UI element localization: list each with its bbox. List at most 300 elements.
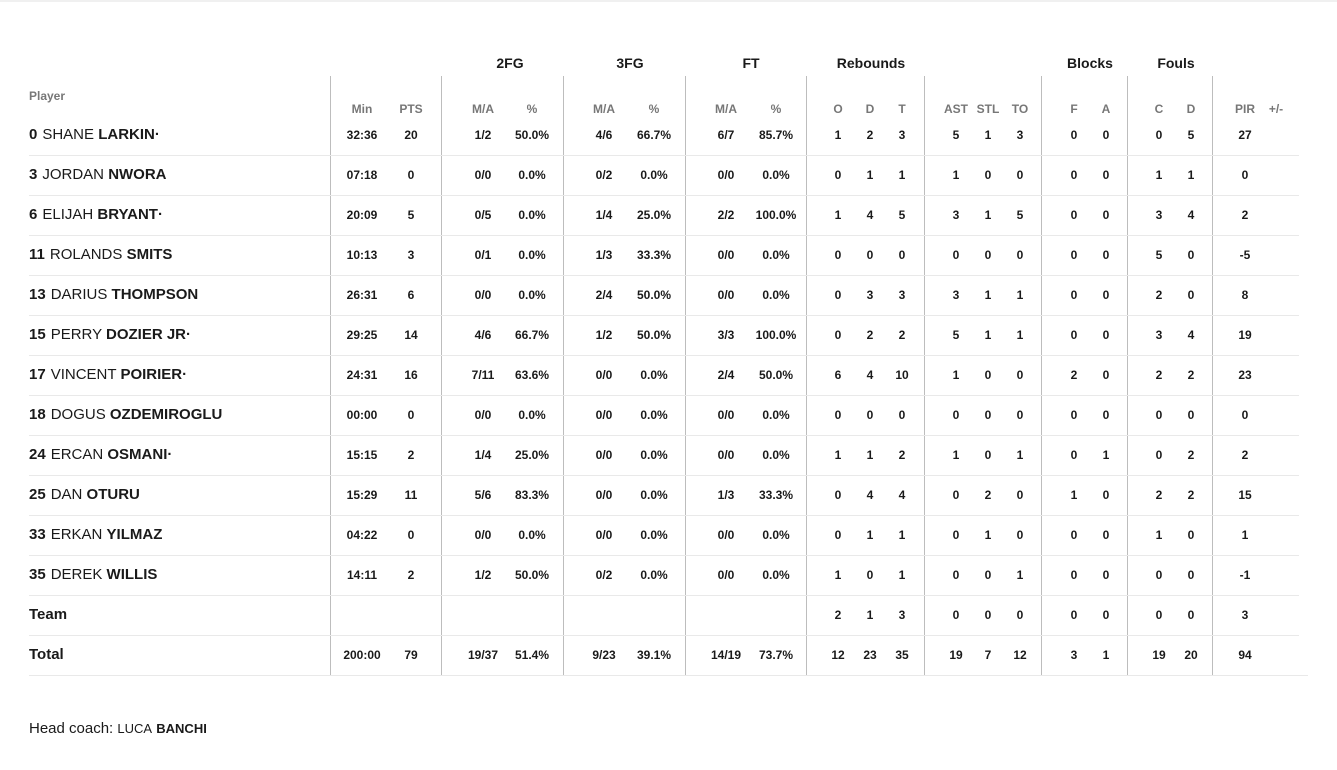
cell-reb-t: 3 [898,288,906,302]
column-header-ft-pct: % [770,102,782,116]
cell-blk-f: 3 [1070,648,1078,662]
cell-ft-pct: 85.7% [758,128,794,142]
cell-reb-t: 3 [898,128,906,142]
cell-foul-c: 0 [1155,608,1163,622]
player-first-name: DAN [50,486,83,503]
player-number: 6 [29,206,38,223]
cell-stl: 1 [984,128,992,142]
cell-ft-pct: 100.0% [755,208,797,222]
cell-fg2-ma: 7/11 [471,368,495,382]
cell-pts: 3 [407,248,415,262]
cell-reb-t: 0 [898,408,906,422]
cell-fg3-ma: 9/23 [592,648,616,662]
table-row [29,196,1308,236]
player-number: 17 [29,366,46,383]
player-first-name: ELIJAH [42,206,94,223]
cell-blk-a: 0 [1102,568,1110,582]
player-first-name: DEREK [50,566,103,583]
cell-ast: 5 [952,128,960,142]
cell-reb-o: 1 [834,208,842,222]
cell-ft-ma: 0/0 [717,408,735,422]
column-header-fg3-ma: M/A [593,102,615,116]
cell-ast: 0 [952,528,960,542]
player-last-name: DOZIER JR· [106,326,192,343]
cell-foul-c: 2 [1155,368,1163,382]
cell-blk-f: 0 [1070,208,1078,222]
cell-min: 29:25 [346,328,378,342]
cell-to: 1 [1016,448,1024,462]
table-row [29,396,1308,436]
cell-fg3-ma: 1/2 [595,328,613,342]
cell-pir: -5 [1239,248,1251,262]
player-number: 3 [29,166,38,183]
player-name[interactable] [29,246,172,263]
cell-foul-c: 1 [1155,528,1163,542]
cell-ft-pct: 0.0% [762,408,790,422]
player-last-name: OZDEMIROGLU [109,406,223,423]
cell-foul-d: 2 [1187,448,1195,462]
cell-to: 3 [1016,128,1024,142]
player-last-name: OSMANI· [107,446,173,463]
cell-fg2-pct: 63.6% [514,368,550,382]
player-last-name: BRYANT· [97,206,163,223]
cell-fg3-pct: 0.0% [640,448,668,462]
head-coach [29,720,207,737]
cell-to: 5 [1016,208,1024,222]
player-name[interactable] [29,406,222,423]
cell-reb-o: 12 [831,648,845,662]
row-divider [29,675,1308,676]
cell-stl: 0 [984,448,992,462]
cell-ft-ma: 1/3 [717,488,735,502]
cell-foul-d: 0 [1187,608,1195,622]
cell-pts: 0 [407,528,415,542]
cell-fg2-ma: 1/2 [474,568,492,582]
cell-fg2-ma: 0/0 [474,288,492,302]
cell-min: 10:13 [346,248,378,262]
player-last-name: NWORA [108,166,167,183]
cell-fg2-pct: 0.0% [518,528,546,542]
player-first-name: ERCAN [50,446,104,463]
column-header-foul-c: C [1154,102,1164,116]
cell-fg2-ma: 0/0 [474,528,492,542]
cell-fg3-pct: 33.3% [636,248,672,262]
table-row [29,436,1308,476]
column-header-pm: +/- [1268,102,1284,116]
cell-stl: 0 [984,408,992,422]
cell-ft-ma: 0/0 [717,528,735,542]
player-name[interactable] [29,486,140,503]
cell-reb-o: 6 [834,368,842,382]
player-number: 18 [29,406,46,423]
cell-fg2-pct: 83.3% [514,488,550,502]
cell-foul-c: 0 [1155,568,1163,582]
cell-to: 0 [1016,168,1024,182]
player-first-name: VINCENT [50,366,117,383]
player-name[interactable] [29,566,157,583]
cell-reb-d: 0 [866,568,874,582]
cell-pts: 79 [404,648,418,662]
player-number: 13 [29,286,46,303]
cell-ast: 0 [952,608,960,622]
cell-reb-d: 0 [866,248,874,262]
cell-foul-c: 0 [1155,408,1163,422]
cell-ft-pct: 100.0% [755,328,797,342]
cell-stl: 0 [984,568,992,582]
cell-fg2-ma: 0/5 [474,208,492,222]
player-number: 33 [29,526,46,543]
cell-blk-f: 0 [1070,248,1078,262]
cell-stl: 1 [984,208,992,222]
table-row [29,556,1308,596]
cell-ast: 3 [952,208,960,222]
cell-foul-c: 1 [1155,168,1163,182]
column-header-pir: PIR [1234,102,1255,116]
cell-foul-d: 4 [1187,208,1195,222]
cell-blk-a: 0 [1102,288,1110,302]
player-number: 35 [29,566,46,583]
cell-min: 20:09 [346,208,378,222]
cell-pts: 0 [407,168,415,182]
player-name[interactable] [29,206,163,223]
cell-pts: 2 [407,448,415,462]
cell-fg3-ma: 0/0 [595,408,613,422]
cell-pir: 8 [1241,288,1249,302]
cell-pir: 23 [1238,368,1252,382]
cell-ast: 0 [952,568,960,582]
player-first-name: SHANE [42,126,95,143]
cell-fg2-ma: 0/0 [474,408,492,422]
player-first-name: ERKAN [50,526,103,543]
cell-fg3-ma: 0/0 [595,528,613,542]
cell-foul-c: 3 [1155,208,1163,222]
player-first-name: DARIUS [50,286,108,303]
cell-reb-d: 2 [866,128,874,142]
cell-stl: 1 [984,328,992,342]
cell-ft-ma: 0/0 [717,248,735,262]
cell-fg3-ma: 0/2 [595,168,613,182]
column-header-pts: PTS [399,102,423,116]
cell-stl: 2 [984,488,992,502]
cell-ast: 19 [949,648,963,662]
cell-min: 15:29 [346,488,378,502]
cell-reb-d: 1 [866,608,874,622]
cell-foul-d: 4 [1187,328,1195,342]
player-last-name: OTURU [86,486,140,503]
player-first-name: PERRY [50,326,102,343]
cell-reb-o: 0 [834,288,842,302]
cell-stl: 1 [984,528,992,542]
cell-blk-f: 0 [1070,128,1078,142]
cell-blk-f: 0 [1070,568,1078,582]
cell-reb-o: 2 [834,608,842,622]
cell-min: 26:31 [346,288,378,302]
cell-fg2-ma: 0/0 [474,168,492,182]
column-header-fg2-pct: % [526,102,538,116]
cell-reb-o: 0 [834,528,842,542]
cell-to: 12 [1013,648,1027,662]
cell-fg3-pct: 0.0% [640,368,668,382]
player-first-name: ROLANDS [49,246,123,263]
table-row [29,316,1308,356]
cell-pir: 27 [1238,128,1252,142]
cell-blk-f: 0 [1070,408,1078,422]
column-header-fg2-ma: M/A [472,102,494,116]
cell-foul-d: 20 [1184,648,1198,662]
column-header-to: TO [1011,102,1029,116]
cell-fg2-ma: 0/1 [474,248,492,262]
cell-pts: 16 [404,368,418,382]
player-name[interactable] [29,326,191,343]
cell-foul-d: 0 [1187,568,1195,582]
player-number: 25 [29,486,46,503]
cell-fg3-pct: 0.0% [640,488,668,502]
player-name[interactable] [29,286,198,303]
player-name[interactable] [29,126,160,143]
header-fouls: Fouls [1157,55,1195,71]
cell-fg3-pct: 50.0% [636,328,672,342]
cell-reb-d: 0 [866,408,874,422]
head-coach-label: Head coach: [29,720,114,737]
cell-to: 0 [1016,408,1024,422]
cell-blk-a: 0 [1102,168,1110,182]
cell-blk-f: 0 [1070,448,1078,462]
cell-reb-t: 1 [898,528,906,542]
cell-min: 15:15 [346,448,378,462]
cell-fg3-ma: 0/0 [595,448,613,462]
cell-stl: 0 [984,248,992,262]
cell-pir: 0 [1241,408,1249,422]
cell-fg2-pct: 0.0% [518,248,546,262]
cell-fg3-pct: 0.0% [640,408,668,422]
cell-blk-f: 0 [1070,608,1078,622]
cell-reb-o: 0 [834,328,842,342]
column-header-reb-o: O [833,102,843,116]
cell-min: 14:11 [346,568,378,582]
column-header-min: Min [351,102,373,116]
cell-ft-ma: 0/0 [717,168,735,182]
cell-blk-f: 1 [1070,488,1078,502]
cell-ast: 0 [952,248,960,262]
cell-foul-c: 19 [1152,648,1166,662]
cell-fg2-pct: 0.0% [518,408,546,422]
cell-blk-a: 0 [1102,208,1110,222]
cell-pir: 1 [1241,528,1249,542]
cell-reb-d: 2 [866,328,874,342]
cell-reb-t: 1 [898,568,906,582]
column-header-reb-t: T [898,102,906,116]
cell-ast: 0 [952,408,960,422]
cell-fg2-pct: 66.7% [514,328,550,342]
cell-reb-d: 3 [866,288,874,302]
cell-ft-pct: 0.0% [762,528,790,542]
cell-foul-d: 2 [1187,368,1195,382]
cell-ft-ma: 6/7 [717,128,735,142]
cell-ft-pct: 0.0% [762,568,790,582]
header-2fg: 2FG [496,55,524,71]
cell-reb-d: 4 [866,368,874,382]
player-last-name: WILLIS [106,566,158,583]
cell-fg3-pct: 0.0% [640,568,668,582]
cell-min: 00:00 [346,408,378,422]
cell-fg2-pct: 50.0% [514,128,550,142]
cell-foul-c: 0 [1155,128,1163,142]
cell-fg3-ma: 0/0 [595,368,613,382]
cell-blk-a: 0 [1102,368,1110,382]
cell-to: 0 [1016,248,1024,262]
cell-foul-d: 5 [1187,128,1195,142]
cell-min: 04:22 [346,528,378,542]
cell-fg3-ma: 2/4 [595,288,613,302]
cell-reb-t: 35 [895,648,909,662]
head-coach-first-name: LUCA [117,721,153,736]
cell-ast: 1 [952,168,960,182]
cell-foul-d: 0 [1187,248,1195,262]
cell-pir: -1 [1239,568,1251,582]
cell-ft-pct: 0.0% [762,248,790,262]
cell-to: 1 [1016,328,1024,342]
cell-pir: 15 [1238,488,1252,502]
cell-reb-o: 1 [834,448,842,462]
table-row [29,236,1308,276]
cell-reb-o: 0 [834,168,842,182]
cell-ast: 0 [952,488,960,502]
cell-fg3-ma: 1/4 [595,208,613,222]
column-header-ft-ma: M/A [715,102,737,116]
player-first-name: JORDAN [42,166,105,183]
table-row [29,116,1308,156]
cell-blk-a: 0 [1102,248,1110,262]
player-last-name: YILMAZ [106,526,163,543]
cell-blk-a: 0 [1102,408,1110,422]
cell-foul-c: 3 [1155,328,1163,342]
cell-blk-f: 0 [1070,168,1078,182]
cell-blk-f: 0 [1070,288,1078,302]
cell-ast: 5 [952,328,960,342]
cell-foul-c: 2 [1155,288,1163,302]
player-column-header: Player [29,89,66,103]
player-name[interactable] [29,446,172,463]
cell-foul-d: 0 [1187,408,1195,422]
cell-blk-a: 0 [1102,608,1110,622]
cell-to: 0 [1016,608,1024,622]
cell-blk-a: 0 [1102,128,1110,142]
cell-fg3-ma: 4/6 [595,128,613,142]
player-name[interactable] [29,366,187,383]
cell-ft-pct: 33.3% [758,488,794,502]
player-number: 15 [29,326,46,343]
cell-fg2-pct: 0.0% [518,288,546,302]
cell-fg2-pct: 0.0% [518,208,546,222]
cell-fg3-pct: 25.0% [636,208,672,222]
cell-ft-ma: 0/0 [717,448,735,462]
player-first-name: DOGUS [50,406,106,423]
table-row [29,516,1308,556]
cell-blk-a: 0 [1102,528,1110,542]
column-header-stl: STL [976,102,1000,116]
table-row [29,636,1308,676]
cell-blk-a: 1 [1102,448,1110,462]
cell-ft-pct: 73.7% [758,648,794,662]
player-number: 11 [29,246,45,263]
cell-ft-pct: 50.0% [758,368,794,382]
cell-to: 0 [1016,528,1024,542]
cell-fg2-ma: 5/6 [474,488,492,502]
header-3fg: 3FG [616,55,644,71]
cell-fg3-ma: 0/0 [595,488,613,502]
cell-ft-pct: 0.0% [762,288,790,302]
column-header-reb-d: D [865,102,875,116]
header-ft: FT [742,55,760,71]
cell-reb-o: 1 [834,128,842,142]
cell-pts: 11 [404,488,418,502]
cell-reb-t: 0 [898,248,906,262]
player-last-name: LARKIN· [98,126,160,143]
cell-foul-c: 5 [1155,248,1163,262]
cell-stl: 0 [984,608,992,622]
cell-min: 24:31 [346,368,378,382]
cell-blk-f: 0 [1070,528,1078,542]
cell-reb-d: 4 [866,488,874,502]
top-divider [0,0,1337,2]
cell-ft-ma: 14/19 [710,648,742,662]
player-name[interactable] [29,166,167,183]
cell-blk-a: 1 [1102,648,1110,662]
cell-fg3-ma: 0/2 [595,568,613,582]
cell-min: 07:18 [346,168,378,182]
cell-reb-d: 1 [866,168,874,182]
cell-fg3-pct: 0.0% [640,528,668,542]
cell-ft-pct: 0.0% [762,448,790,462]
cell-reb-o: 1 [834,568,842,582]
cell-ft-pct: 0.0% [762,168,790,182]
cell-reb-t: 1 [898,168,906,182]
cell-blk-f: 0 [1070,328,1078,342]
cell-reb-o: 0 [834,408,842,422]
cell-ast: 3 [952,288,960,302]
cell-reb-d: 23 [863,648,877,662]
total-row-label: Total [29,646,64,663]
cell-pir: 0 [1241,168,1249,182]
cell-ast: 1 [952,448,960,462]
table-row [29,596,1308,636]
cell-reb-d: 1 [866,528,874,542]
cell-pir: 3 [1241,608,1249,622]
cell-stl: 0 [984,368,992,382]
column-header-ast: AST [944,102,968,116]
cell-reb-t: 2 [898,448,906,462]
cell-fg3-pct: 50.0% [636,288,672,302]
cell-fg2-pct: 25.0% [514,448,550,462]
cell-min: 32:36 [346,128,378,142]
cell-fg2-ma: 1/2 [474,128,492,142]
column-header-fg3-pct: % [648,102,660,116]
cell-blk-a: 0 [1102,328,1110,342]
cell-fg3-pct: 66.7% [636,128,672,142]
cell-reb-o: 0 [834,488,842,502]
cell-to: 0 [1016,488,1024,502]
cell-reb-t: 2 [898,328,906,342]
cell-reb-o: 0 [834,248,842,262]
cell-foul-d: 0 [1187,528,1195,542]
column-header-blk-f: F [1070,102,1078,116]
cell-reb-t: 3 [898,608,906,622]
cell-stl: 7 [984,648,992,662]
cell-pts: 5 [407,208,415,222]
cell-fg2-ma: 19/37 [467,648,499,662]
player-name[interactable] [29,526,162,543]
column-header-blk-a: A [1101,102,1111,116]
